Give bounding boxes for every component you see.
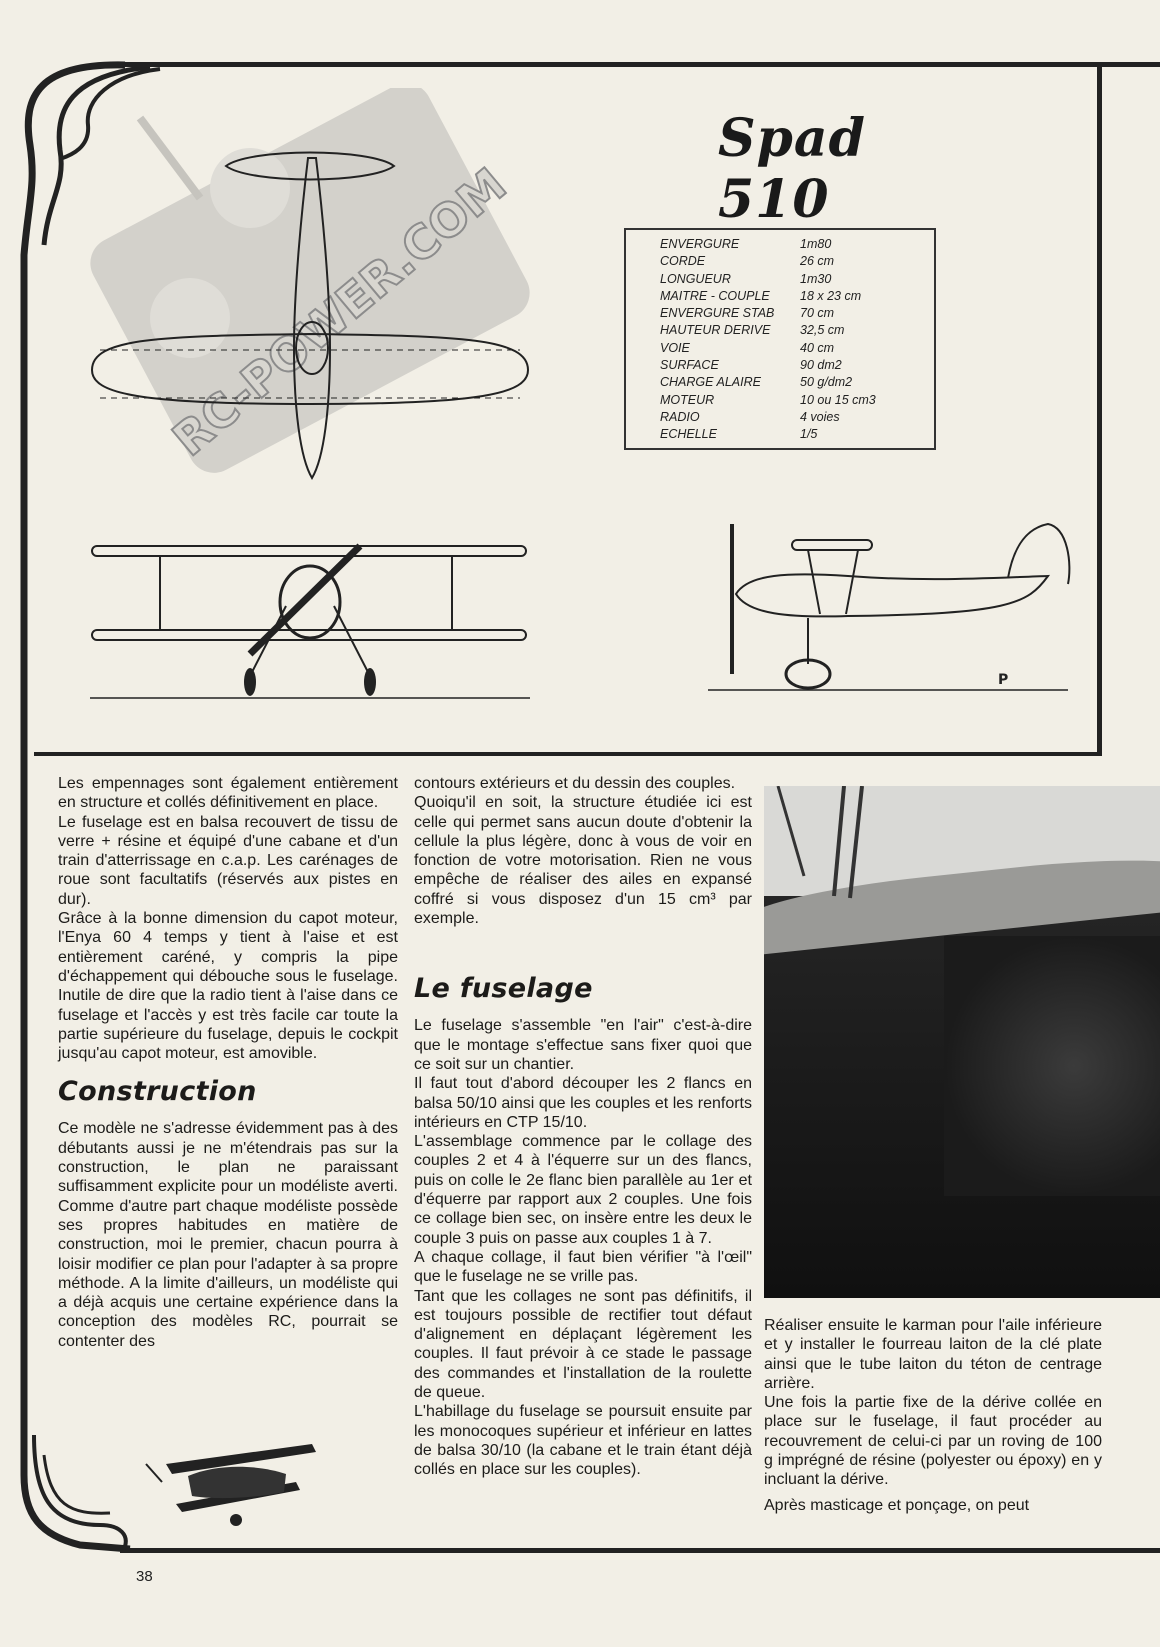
frame-bottom-rule — [120, 1548, 1160, 1553]
text-column-1 — [58, 774, 398, 1351]
spec-row: CHARGE ALAIRE 50 g/dm2 — [660, 375, 853, 390]
paragraph: Tant que les collages ne sont pas définitifs, il est toujours possible de rectifier tout défaut d'alignement en déplaçant légèrement les couples. Il faut prévoir à ce stade le passage des commandes et l'installation de la roulette de queue. — [414, 1287, 752, 1402]
plan-top-view — [80, 88, 560, 508]
paragraph: Réaliser ensuite le karman pour l'aile inférieure et y installer le fourreau laiton de la clé plate ainsi que le tube laiton du téton de centrage arrière. — [764, 1317, 1102, 1392]
paragraph: Le fuselage est en balsa recouvert de tissu de verre + résine et équipé d'une cabane et d'un train d'atterrissage en c.a.p. Les carénages de roue sont facultatifs (réservés aux pistes en dur). — [58, 813, 398, 908]
paragraph: Après masticage et ponçage, on peut — [764, 1496, 1030, 1514]
spec-row: ENVERGURE STAB 70 cm — [660, 306, 835, 321]
text-column-2 — [414, 774, 752, 1480]
page-number: 38 — [136, 1568, 153, 1585]
spec-row: VOIE 40 cm — [660, 340, 835, 355]
spec-row: HAUTEUR DERIVE 32,5 cm — [660, 323, 845, 338]
paragraph: contours extérieurs et du dessin des couples. — [414, 775, 736, 792]
drawing-signature: P — [998, 672, 1009, 688]
aircraft-photo — [764, 786, 1160, 1298]
paragraph: L'habillage du fuselage se poursuit ensuite par les monocoques supérieur et inférieur en lattes de balsa 30/10 (la cabane et le train étant déjà collés en place sur les couples). — [414, 1403, 752, 1479]
spec-row: ECHELLE 1/5 — [660, 427, 818, 442]
frame-box-bottom-rule — [34, 752, 1102, 756]
frame-top-rule — [120, 62, 1160, 67]
plan-front-view — [90, 526, 540, 706]
spec-row: RADIO 4 voies — [660, 409, 840, 424]
paragraph: Grâce à la bonne dimension du capot moteur, l'Enya 60 4 temps y tient à l'aise et est entièrement caréné, y compris la pipe d'échappement qui débouche sous le fuselage. Inutile de dire que la radio tient à l'aise dans ce fuselage et l'accès y est très facile car toute la partie supérieure du fuselage, depuis le cockpit jusqu'au capot moteur, est amovible. — [58, 910, 398, 1063]
spec-row: LONGUEUR 1m30 — [660, 271, 832, 286]
spec-row: ENVERGURE 1m80 — [660, 237, 832, 251]
watermark-transmitter — [81, 88, 539, 482]
paragraph: Le fuselage s'assemble "en l'air" c'est-à-dire que le montage s'effectue sans fixer quoi que ce soit sur un chantier. — [414, 1017, 752, 1073]
paragraph: Ce modèle ne s'adresse évidemment pas à des débutants aussi je ne m'étendrais pas sur la construction, le plan ne paraissant suffisamment explicite pour un modéliste averti. Comme d'autre part chaque modéliste possède ses propres habitudes en matière de construction, moi le premier, chacun pourra à loisir modifier ce plan pour l'adapter à sa propre méthode. A la limite d'ailleurs, un modéliste qui a déjà acquis une certaine expérience dans la conception des modèles RC, pourrait se contenter des — [58, 1120, 398, 1350]
watermark-text: RC-POWER.COM — [162, 157, 517, 467]
section-heading-fuselage: Le fuselage — [414, 973, 593, 1005]
paragraph: Il faut tout d'abord découper les 2 flancs en balsa 50/10 ainsi que les couples et les renforts intérieurs en CTP 15/10. — [414, 1075, 752, 1131]
page-title: Spad 510 — [718, 108, 866, 230]
paragraph: L'assemblage commence par le collage des couples 2 et 4 à l'équerre sur un des flancs, puis on colle le 2e flanc bien parallèle au 1er et d'équerre par rapport aux 2 couples. Une fois ce collage bien sec, on insère entre les deux le couple 3 puis on passe aux couples 1 à 7. — [414, 1133, 752, 1247]
paragraph: Les empennages sont également entièrement en structure et collés définitivement en place. — [58, 775, 398, 812]
spec-row: CORDE 26 cm — [660, 254, 835, 269]
paragraph: Une fois la partie fixe de la dérive collée en place sur le fuselage, il faut procéder au recouvrement de celui-ci par un roving de 100 g imprégné de résine (polyester ou époxy) en y incluant la dérive. — [764, 1394, 1102, 1489]
text-column-3 — [764, 1316, 1102, 1515]
spec-row: MOTEUR 10 ou 15 cm3 — [660, 392, 876, 407]
paragraph: Quoiqu'il en soit, la structure étudiée ici est celle qui permet sans aucun doute d'obtenir la cellule la plus légère, donc à vous de voir en fonction de votre motorisation. Rien ne vous empêche de réaliser des ailes en expansé coffré si vous disposez d'un 15 cm³ par exemple. — [414, 794, 752, 928]
frame-right-rule — [1097, 62, 1102, 756]
spec-table — [624, 228, 936, 450]
paragraph: A chaque collage, il faut bien vérifier "à l'œil" que le fuselage ne se vrille pas. — [414, 1248, 752, 1286]
plan-side-view — [708, 514, 1088, 714]
spec-row: SURFACE 90 dm2 — [660, 358, 842, 373]
spec-row: MAITRE - COUPLE 18 x 23 cm — [660, 288, 862, 303]
section-heading-construction: Construction — [58, 1076, 257, 1108]
biplane-illustration — [136, 1434, 336, 1534]
